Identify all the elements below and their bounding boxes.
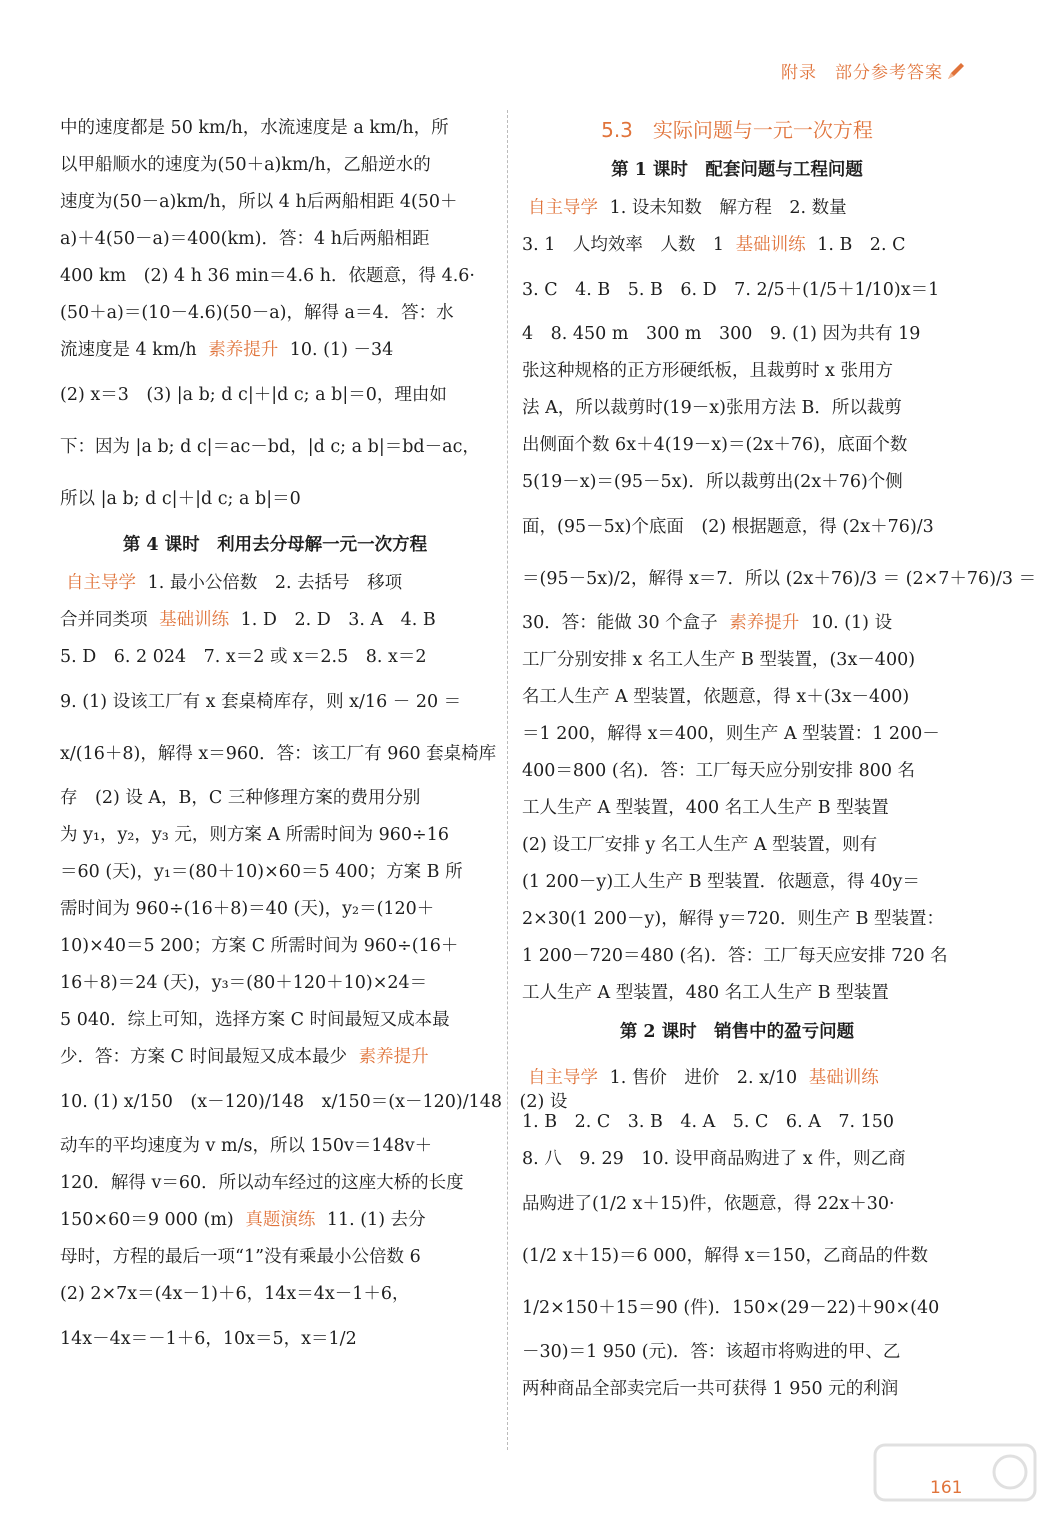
text-line — [522, 227, 952, 264]
section-tag: 自主导学 — [528, 198, 598, 218]
text-line: 张这种规格的正方形硬纸板，且裁剪时 x 张用方 — [522, 361, 893, 381]
text-span: 流速度是 4 km/h — [60, 340, 197, 360]
text-line — [522, 1052, 952, 1104]
text-span: 1. 售价 进价 2. x/10 — [609, 1068, 798, 1088]
text-line: (2) 设工厂安排 y 名工人生产 A 型装置，则有 — [522, 835, 878, 855]
text-line: 面，(95－5x)个底面 (2) 根据题意，得 (2x＋76)/3 — [522, 517, 934, 537]
running-header: 附录 部分参考答案 — [781, 63, 943, 83]
text-line: 母时，方程的最后一项“1”没有乘最小公倍数 6 — [60, 1247, 421, 1267]
text-line — [60, 1039, 490, 1076]
text-line: 所以 |a b; d c|＋|d c; a b|＝0 — [60, 489, 301, 509]
text-line: 10. (1) x/150 (x－120)/148 x/150＝(x－120)/148 (2) 设 — [60, 1092, 568, 1112]
text-line: 以甲船顺水的速度为(50＋a)km/h，乙船逆水的 — [60, 155, 431, 175]
text-line — [60, 565, 490, 602]
text-line: 16＋8)＝24 (天)，y₃＝(80＋120＋10)×24＝ — [60, 973, 428, 993]
text-line: 5 040．综上可知，选择方案 C 时间最短又成本最 — [60, 1010, 450, 1030]
text-span: 合并同类项 — [60, 610, 148, 630]
section-tag: 基础训练 — [735, 235, 806, 255]
text-line: ＝60 (天)，y₁＝(80＋10)×60＝5 400；方案 B 所 — [60, 862, 463, 882]
text-line: 速度为(50－a)km/h，所以 4 h后两船相距 4(50＋ — [60, 192, 458, 212]
text-line: 5. D 6. 2 024 7. x＝2 或 x＝2.5 8. x＝2 — [60, 647, 427, 667]
text-line: x/(16＋8)，解得 x＝960．答：该工厂有 960 套桌椅库 — [60, 744, 497, 764]
lesson-title: 第 1 课时 配套问题与工程问题 — [611, 160, 863, 180]
text-line — [60, 332, 490, 369]
page-number: 161 — [930, 1478, 963, 1498]
text-line: 工人生产 A 型装置，400 名工人生产 B 型装置 — [522, 798, 889, 818]
section-tag: 基础训练 — [808, 1068, 879, 1088]
text-line: 2×30(1 200－y)，解得 y＝720．则生产 B 型装置： — [522, 909, 945, 929]
text-span: 1. 设未知数 解方程 2. 数量 — [609, 198, 847, 218]
text-line — [522, 190, 952, 227]
section-tag: 自主导学 — [528, 1068, 598, 1088]
watermark-logo — [870, 1440, 1040, 1530]
text-line: 10)×40＝5 200；方案 C 所需时间为 960÷(16＋ — [60, 936, 459, 956]
text-line: 中的速度都是 50 km/h，水流速度是 a km/h，所 — [60, 118, 449, 138]
text-line: 1/2×150＋15＝90 (件)．150×(29－22)＋90×(40 — [522, 1298, 940, 1318]
text-line: 动车的平均速度为 v m/s，所以 150v＝148v＋ — [60, 1136, 433, 1156]
text-line: 需时间为 960÷(16＋8)＝40 (天)，y₂＝(120＋ — [60, 899, 435, 919]
text-line: (1 200－y)工人生产 B 型装置．依题意，得 40y＝ — [522, 872, 920, 892]
text-line: ＝1 200，解得 x＝400，则生产 A 型装置：1 200－ — [522, 724, 940, 744]
text-line: 400＝800 (名)．答：工厂每天应分别安排 800 名 — [522, 761, 916, 781]
text-line: 法 A，所以裁剪时(19－x)张用方法 B．所以裁剪 — [522, 398, 902, 418]
text-span: 1. B 2. C — [817, 235, 906, 255]
text-line: (2) 2×7x＝(4x－1)＋6，14x＝4x－1＋6， — [60, 1284, 410, 1304]
text-line: －30)＝1 950 (元)．答：该超市将购进的甲、乙 — [522, 1342, 901, 1362]
text-line: 1 200－720＝480 (名)．答：工厂每天应安排 720 名 — [522, 946, 948, 966]
pencil-icon — [945, 60, 967, 82]
text-span: 30．答：能做 30 个盒子 — [522, 613, 718, 633]
text-line: 名工人生产 A 型装置，依题意，得 x＋(3x－400) — [522, 687, 910, 707]
text-line: ＝(95－5x)/2，解得 x＝7．所以 (2x＋76)/3 ＝ (2×7＋76)/3 ＝ — [522, 569, 1037, 589]
text-line: 工人生产 A 型装置，480 名工人生产 B 型装置 — [522, 983, 889, 1003]
lesson-title: 第 2 课时 销售中的盈亏问题 — [619, 1022, 855, 1042]
text-line: 120．解得 v＝60．所以动车经过的这座大桥的长度 — [60, 1173, 464, 1193]
section-tag: 素养提升 — [208, 340, 279, 360]
text-span: 150×60＝9 000 (m) — [60, 1210, 234, 1230]
text-line: (2) x＝3 (3) |a b; d c|＋|d c; a b|＝0，理由如 — [60, 385, 447, 405]
text-line — [522, 605, 952, 642]
text-line — [60, 602, 490, 639]
lesson-title: 第 4 课时 利用去分母解一元一次方程 — [122, 535, 428, 555]
text-line: (1/2 x＋15)＝6 000，解得 x＝150，乙商品的件数 — [522, 1246, 928, 1266]
section-title: 5.3 实际问题与一元一次方程 — [601, 118, 873, 142]
text-line: 8. 八 9. 29 10. 设甲商品购进了 x 件，则乙商 — [522, 1149, 906, 1169]
text-line: 5(19－x)＝(95－5x)．所以裁剪出(2x＋76)个侧 — [522, 472, 903, 492]
text-line: 为 y₁，y₂，y₃ 元，则方案 A 所需时间为 960÷16 — [60, 825, 449, 845]
text-line: 下：因为 |a b; d c|＝ac－bd，|d c; a b|＝bd－ac， — [60, 437, 480, 457]
text-line: 工厂分别安排 x 名工人生产 B 型装置，(3x－400) — [522, 650, 916, 670]
text-line: 3. C 4. B 5. B 6. D 7. 2/5＋(1/5＋1/10)x＝1 — [522, 280, 940, 300]
text-span: 11. (1) 去分 — [326, 1210, 426, 1230]
text-line: 400 km (2) 4 h 36 min＝4.6 h．依题意，得 4.6· — [60, 266, 475, 286]
section-tag: 基础训练 — [159, 610, 230, 630]
text-span: 1. 最小公倍数 2. 去括号 移项 — [147, 573, 403, 593]
column-divider — [507, 110, 508, 1450]
text-line: 4 8. 450 m 300 m 300 9. (1) 因为共有 19 — [522, 324, 921, 344]
text-line: 9. (1) 设该工厂有 x 套桌椅库存，则 x/16 － 20 ＝ — [60, 692, 462, 712]
text-line: 1. B 2. C 3. B 4. A 5. C 6. A 7. 150 — [522, 1112, 894, 1132]
text-line: 两种商品全部卖完后一共可获得 1 950 元的利润 — [522, 1379, 899, 1399]
section-tag: 自主导学 — [66, 573, 136, 593]
text-line: 出侧面个数 6x＋4(19－x)＝(2x＋76)，底面个数 — [522, 435, 908, 455]
text-line: 品购进了(1/2 x＋15)件，依题意，得 22x＋30· — [522, 1194, 895, 1214]
text-line: a)＋4(50－a)＝400(km)．答：4 h后两船相距 — [60, 229, 430, 249]
text-line: 存 (2) 设 A，B，C 三种修理方案的费用分别 — [60, 788, 421, 808]
text-span: 少．答：方案 C 时间最短又成本最少 — [60, 1047, 348, 1067]
text-span: 10. (1) 设 — [810, 613, 893, 633]
text-line: 14x－4x＝－1＋6，10x＝5，x＝1/2 — [60, 1329, 357, 1349]
section-tag: 素养提升 — [729, 613, 800, 633]
text-line: (50＋a)＝(10－4.6)(50－a)，解得 a＝4．答：水 — [60, 303, 454, 323]
text-line — [60, 1202, 490, 1239]
text-span: 10. (1) －34 — [289, 340, 394, 360]
section-tag: 真题演练 — [245, 1210, 316, 1230]
text-span: 1. D 2. D 3. A 4. B — [240, 610, 436, 630]
section-tag: 素养提升 — [358, 1047, 429, 1067]
text-span: 3. 1 人均效率 人数 1 — [522, 235, 725, 255]
right-column — [522, 110, 1037, 1408]
left-column — [60, 110, 568, 1365]
